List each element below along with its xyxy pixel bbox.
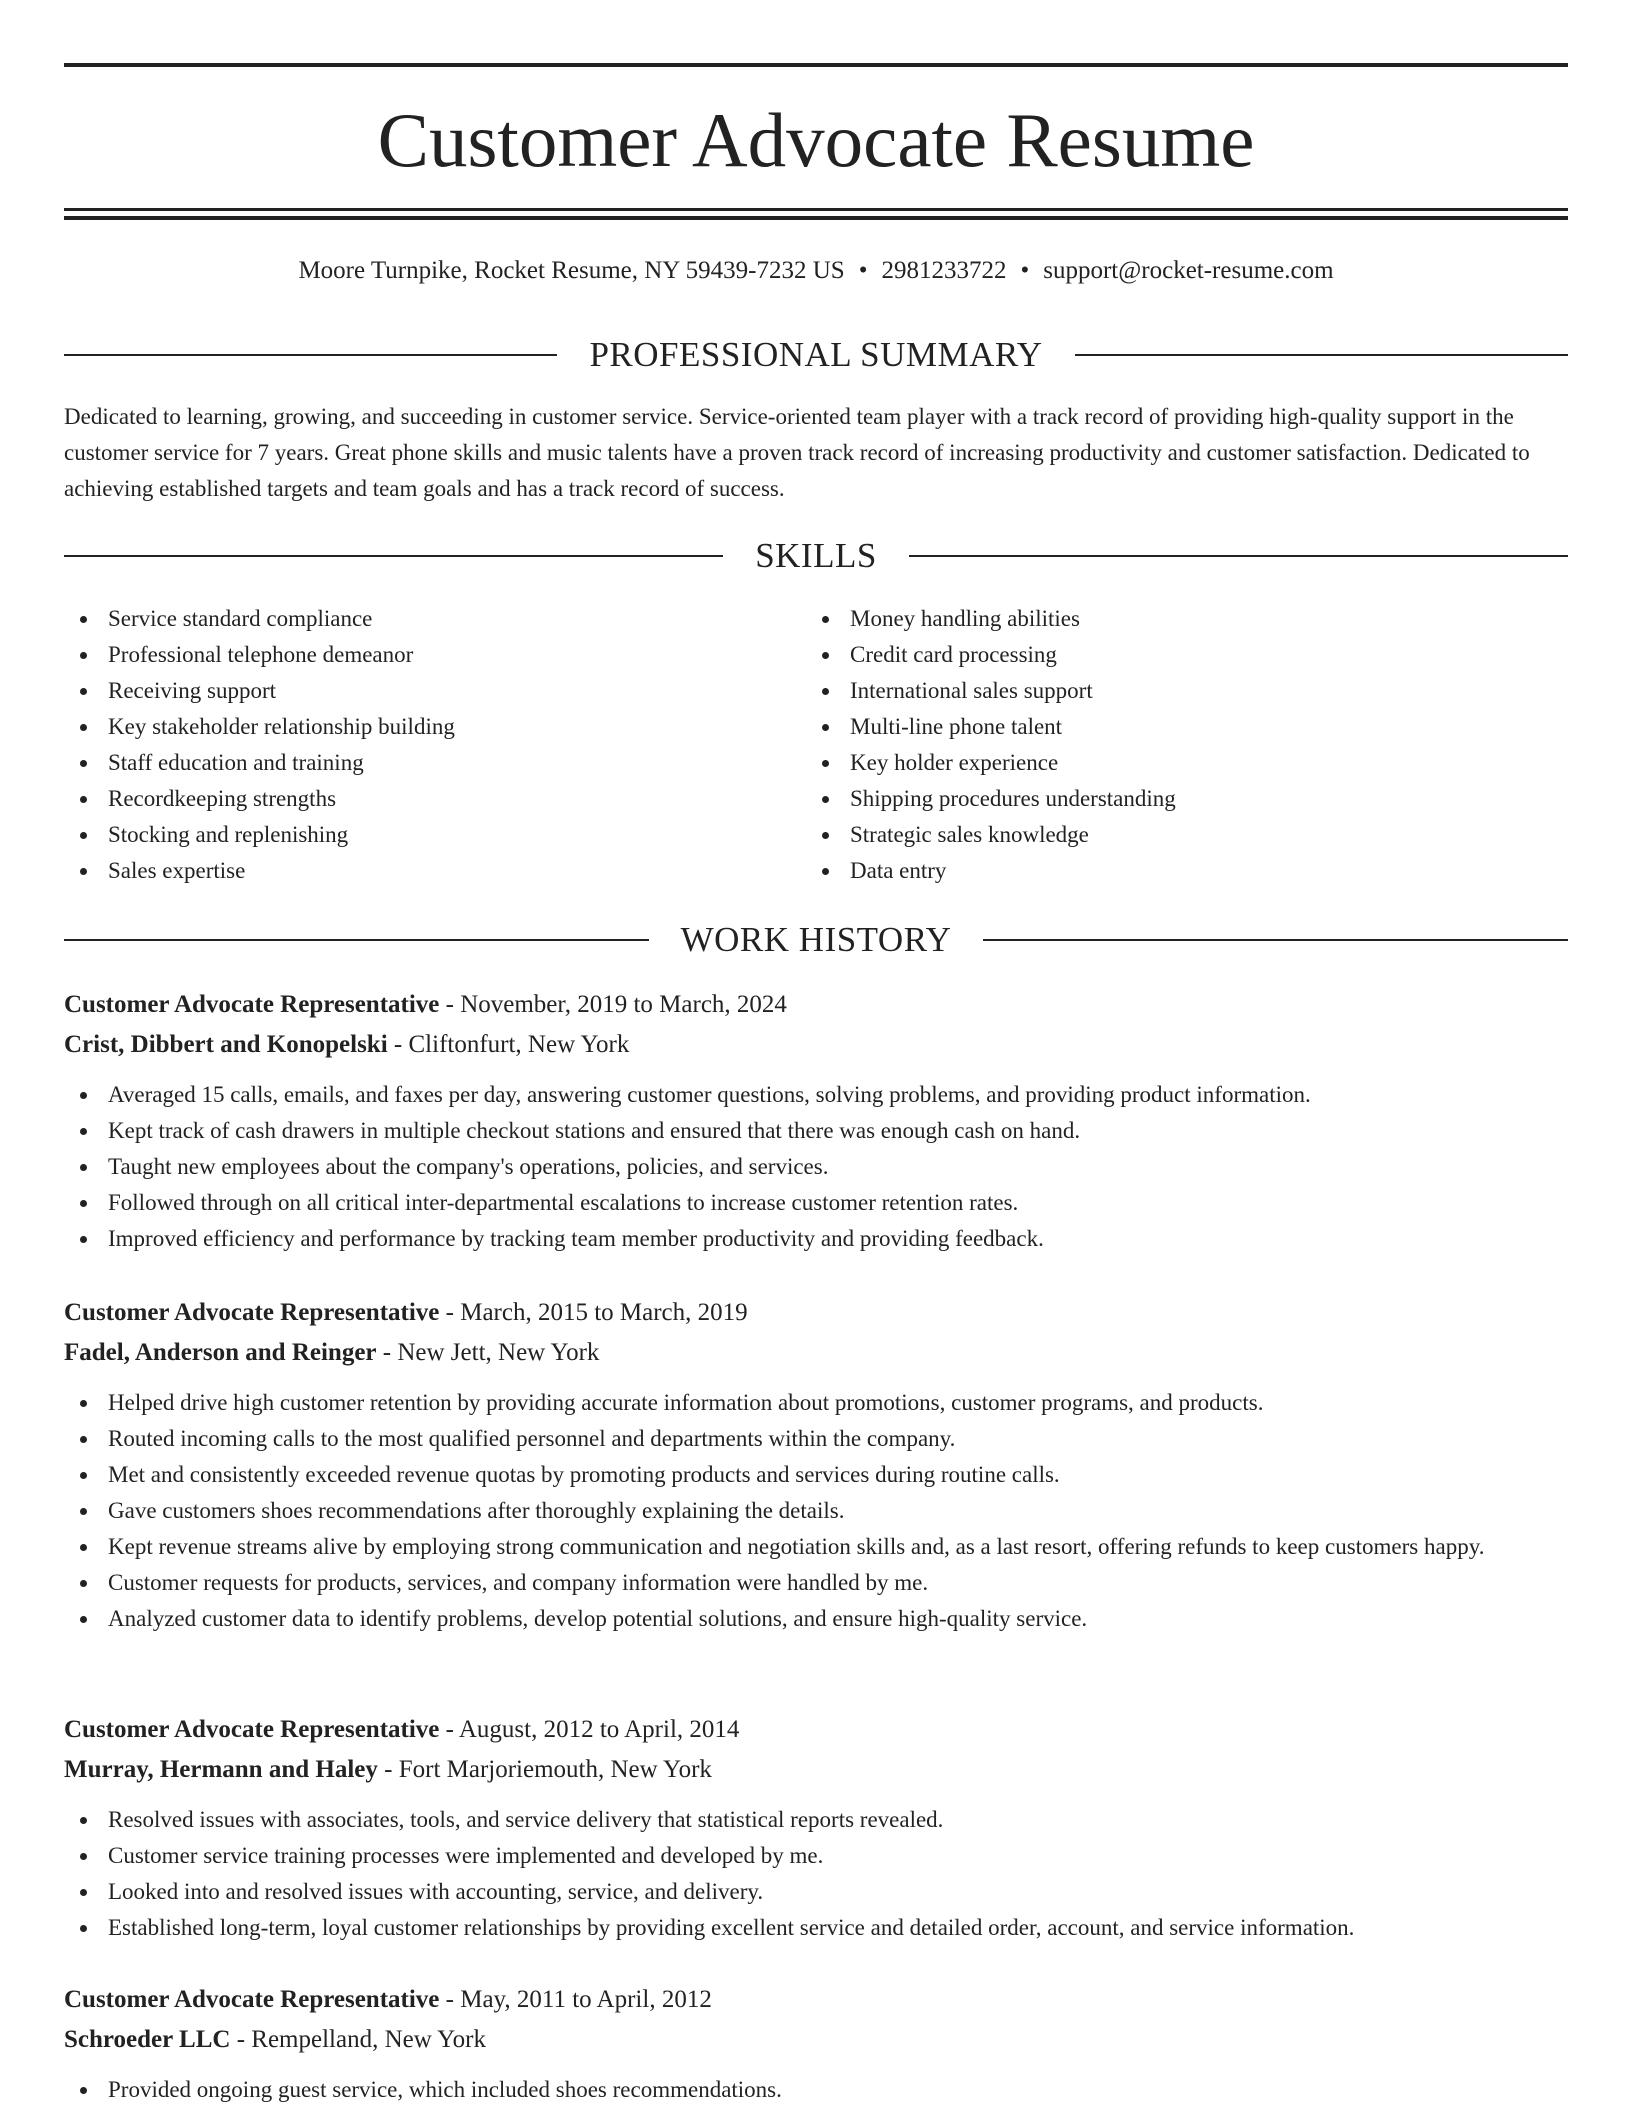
job-bullet: Averaged 15 calls, emails, and faxes per day, answering customer questions, solving problems, and providing product information. bbox=[64, 1077, 1568, 1113]
job-bullet: Looked into and resolved issues with accounting, service, and delivery. bbox=[64, 1874, 1568, 1910]
skills-list-right bbox=[806, 601, 1546, 889]
skill-item: Strategic sales knowledge bbox=[806, 817, 1546, 853]
job-dates: - May, 2011 to April, 2012 bbox=[439, 1986, 712, 2013]
job-bullet: Kept revenue streams alive by employing strong communication and negotiation skills and, as a last resort, offering refunds to keep customers happy. bbox=[64, 1529, 1568, 1565]
section-title: PROFESSIONAL SUMMARY bbox=[589, 335, 1043, 374]
section-header-skills bbox=[64, 536, 1568, 576]
job-bullet: Routed incoming calls to the most qualified personnel and departments within the company. bbox=[64, 1421, 1568, 1457]
title-rule-lower bbox=[64, 216, 1568, 220]
section-header-work-history bbox=[64, 920, 1568, 960]
section-rule bbox=[64, 354, 557, 356]
job-dates: - November, 2019 to March, 2024 bbox=[439, 991, 787, 1018]
job-company: Fadel, Anderson and Reinger bbox=[64, 1339, 377, 1366]
skill-item: Sales expertise bbox=[64, 853, 804, 889]
job-company-line bbox=[64, 1750, 1568, 1790]
page-title: Customer Advocate Resume bbox=[377, 97, 1255, 183]
skill-item: Key stakeholder relationship building bbox=[64, 709, 804, 745]
skill-item: Money handling abilities bbox=[806, 601, 1546, 637]
job-company: Murray, Hermann and Haley bbox=[64, 1756, 378, 1783]
job-company: Schroeder LLC bbox=[64, 2026, 231, 2053]
job-company-line bbox=[64, 1025, 1568, 1065]
job-location: - Cliftonfurt, New York bbox=[387, 1031, 630, 1058]
job-bullets bbox=[64, 2072, 1568, 2108]
section-header-summary bbox=[64, 335, 1568, 375]
job-bullet: Customer service training processes were implemented and developed by me. bbox=[64, 1838, 1568, 1874]
job-company: Crist, Dibbert and Konopelski bbox=[64, 1031, 388, 1058]
job-dates: - March, 2015 to March, 2019 bbox=[439, 1299, 748, 1326]
job-title: Customer Advocate Representative bbox=[64, 1716, 440, 1743]
top-rule bbox=[64, 63, 1568, 67]
job-company-line bbox=[64, 1333, 1568, 1373]
contact-email: support@rocket-resume.com bbox=[1043, 257, 1334, 284]
job-bullet: Analyzed customer data to identify problems, develop potential solutions, and ensure high-quality service. bbox=[64, 1601, 1568, 1637]
job-bullet: Improved efficiency and performance by tracking team member productivity and providing feedback. bbox=[64, 1221, 1568, 1257]
job-bullets bbox=[64, 1077, 1568, 1257]
skills-list-left bbox=[64, 601, 804, 889]
skill-item: Stocking and replenishing bbox=[64, 817, 804, 853]
job-entry bbox=[64, 1980, 1568, 2108]
contact-separator: • bbox=[858, 257, 868, 284]
job-entry bbox=[64, 985, 1568, 1257]
job-title: Customer Advocate Representative bbox=[64, 1299, 440, 1326]
contact-phone: 2981233722 bbox=[881, 257, 1007, 284]
section-rule bbox=[909, 555, 1568, 557]
job-entry bbox=[64, 1710, 1568, 1946]
contact-address: Moore Turnpike, Rocket Resume, NY 59439-7232 US bbox=[298, 257, 845, 284]
job-bullets bbox=[64, 1802, 1568, 1946]
job-bullet: Taught new employees about the company's operations, policies, and services. bbox=[64, 1149, 1568, 1185]
section-title: WORK HISTORY bbox=[680, 920, 952, 959]
skill-item: Service standard compliance bbox=[64, 601, 804, 637]
section-rule bbox=[64, 939, 649, 941]
job-bullet: Customer requests for products, services, and company information were handled by me. bbox=[64, 1565, 1568, 1601]
skill-item: Data entry bbox=[806, 853, 1546, 889]
job-bullets bbox=[64, 1385, 1568, 1637]
contact-line bbox=[64, 255, 1568, 287]
job-bullet: Resolved issues with associates, tools, and service delivery that statistical reports revealed. bbox=[64, 1802, 1568, 1838]
skill-item: Recordkeeping strengths bbox=[64, 781, 804, 817]
job-location: - Fort Marjoriemouth, New York bbox=[377, 1756, 712, 1783]
job-bullet: Provided ongoing guest service, which included shoes recommendations. bbox=[64, 2072, 1568, 2108]
job-company-line bbox=[64, 2020, 1568, 2060]
skill-item: International sales support bbox=[806, 673, 1546, 709]
skill-item: Staff education and training bbox=[64, 745, 804, 781]
job-bullet: Established long-term, loyal customer relationships by providing excellent service and detailed order, account, and service information. bbox=[64, 1910, 1568, 1946]
section-rule bbox=[983, 939, 1568, 941]
job-title-line bbox=[64, 985, 1568, 1025]
skill-item: Key holder experience bbox=[806, 745, 1546, 781]
job-title: Customer Advocate Representative bbox=[64, 991, 440, 1018]
job-location: - New Jett, New York bbox=[376, 1339, 600, 1366]
job-location: - Rempelland, New York bbox=[230, 2026, 486, 2053]
section-rule bbox=[1075, 354, 1568, 356]
job-title-line bbox=[64, 1980, 1568, 2020]
job-bullet: Met and consistently exceeded revenue quotas by promoting products and services during routine calls. bbox=[64, 1457, 1568, 1493]
job-bullet: Gave customers shoes recommendations after thoroughly explaining the details. bbox=[64, 1493, 1568, 1529]
job-dates: - August, 2012 to April, 2014 bbox=[439, 1716, 740, 1743]
skill-item: Professional telephone demeanor bbox=[64, 637, 804, 673]
job-bullet: Followed through on all critical inter-departmental escalations to increase customer retention rates. bbox=[64, 1185, 1568, 1221]
job-bullet: Kept track of cash drawers in multiple checkout stations and ensured that there was enough cash on hand. bbox=[64, 1113, 1568, 1149]
job-title: Customer Advocate Representative bbox=[64, 1986, 440, 2013]
job-title-line bbox=[64, 1710, 1568, 1750]
skill-item: Shipping procedures understanding bbox=[806, 781, 1546, 817]
skill-item: Credit card processing bbox=[806, 637, 1546, 673]
job-title-line bbox=[64, 1293, 1568, 1333]
job-bullet: Helped drive high customer retention by providing accurate information about promotions, customer programs, and products. bbox=[64, 1385, 1568, 1421]
skill-item: Receiving support bbox=[64, 673, 804, 709]
skill-item: Multi-line phone talent bbox=[806, 709, 1546, 745]
section-rule bbox=[64, 555, 723, 557]
job-entry bbox=[64, 1293, 1568, 1637]
title-rule-upper bbox=[64, 208, 1568, 211]
professional-summary-text: Dedicated to learning, growing, and succeeding in customer service. Service-oriented team player with a track record of providing high-quality support in the customer service for 7 years. Great phone skills and music talents have a proven track record of increasing productivity and customer satisfaction. Dedicated to achieving established targets and team goals and has a track record of success. bbox=[64, 404, 1530, 501]
section-title: SKILLS bbox=[755, 536, 877, 575]
contact-separator: • bbox=[1020, 257, 1030, 284]
